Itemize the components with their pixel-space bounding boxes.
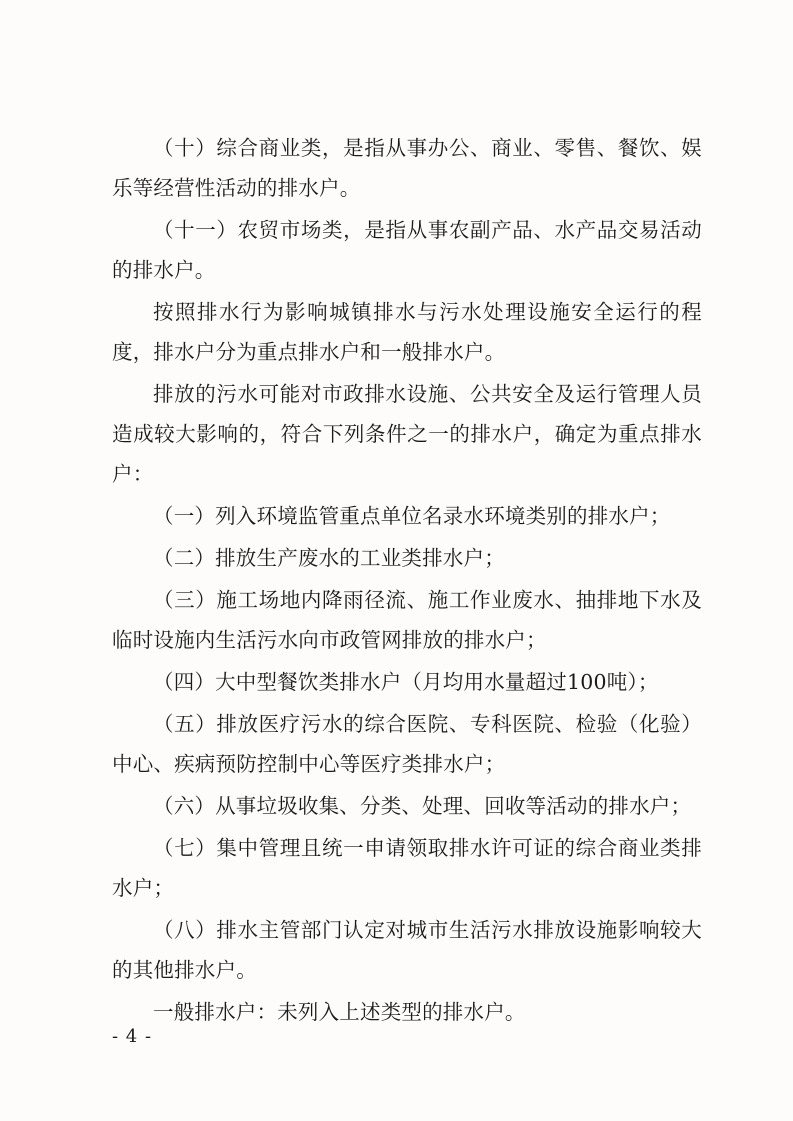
paragraph: （二）排放生产废水的工业类排水户； [153, 546, 505, 570]
paragraph: 一般排水户：未列入上述类型的排水户。 [153, 1000, 526, 1024]
paragraph: （六）从事垃圾收集、分类、处理、回收等活动的排水户； [153, 794, 692, 818]
paragraph: 排放的污水可能对市政排水设施、公共安全及运行管理人员造成较大影响的，符合下列条件之一的排水户，确定为重点排水户： [112, 382, 702, 486]
paragraph: （五）排放医疗污水的综合医院、专科医院、检验（化验）中心、疾病预防控制中心等医疗类排水户； [112, 712, 702, 776]
page-number: - 4 - [112, 1026, 153, 1047]
paragraph: （十一）农贸市场类，是指从事农副产品、水产品交易活动的排水户。 [112, 218, 702, 282]
page-body [112, 128, 702, 1034]
paragraph: （八）排水主管部门认定对城市生活污水排放设施影响较大的其他排水户。 [112, 918, 702, 982]
paragraph: 按照排水行为影响城镇排水与污水处理设施安全运行的程度，排水户分为重点排水户和一般排水户。 [112, 300, 702, 364]
paragraph: （十）综合商业类，是指从事办公、商业、零售、餐饮、娱乐等经营性活动的排水户。 [112, 136, 702, 200]
paragraph: （七）集中管理且统一申请领取排水许可证的综合商业类排水户； [112, 836, 702, 900]
paragraph: （三）施工场地内降雨径流、施工作业废水、抽排地下水及临时设施内生活污水向市政管网排放的排水户； [112, 588, 702, 652]
paragraph: （四）大中型餐饮类排水户（月均用水量超过100吨）； [153, 670, 659, 694]
paragraph: （一）列入环境监管重点单位名录水环境类别的排水户； [153, 504, 671, 528]
